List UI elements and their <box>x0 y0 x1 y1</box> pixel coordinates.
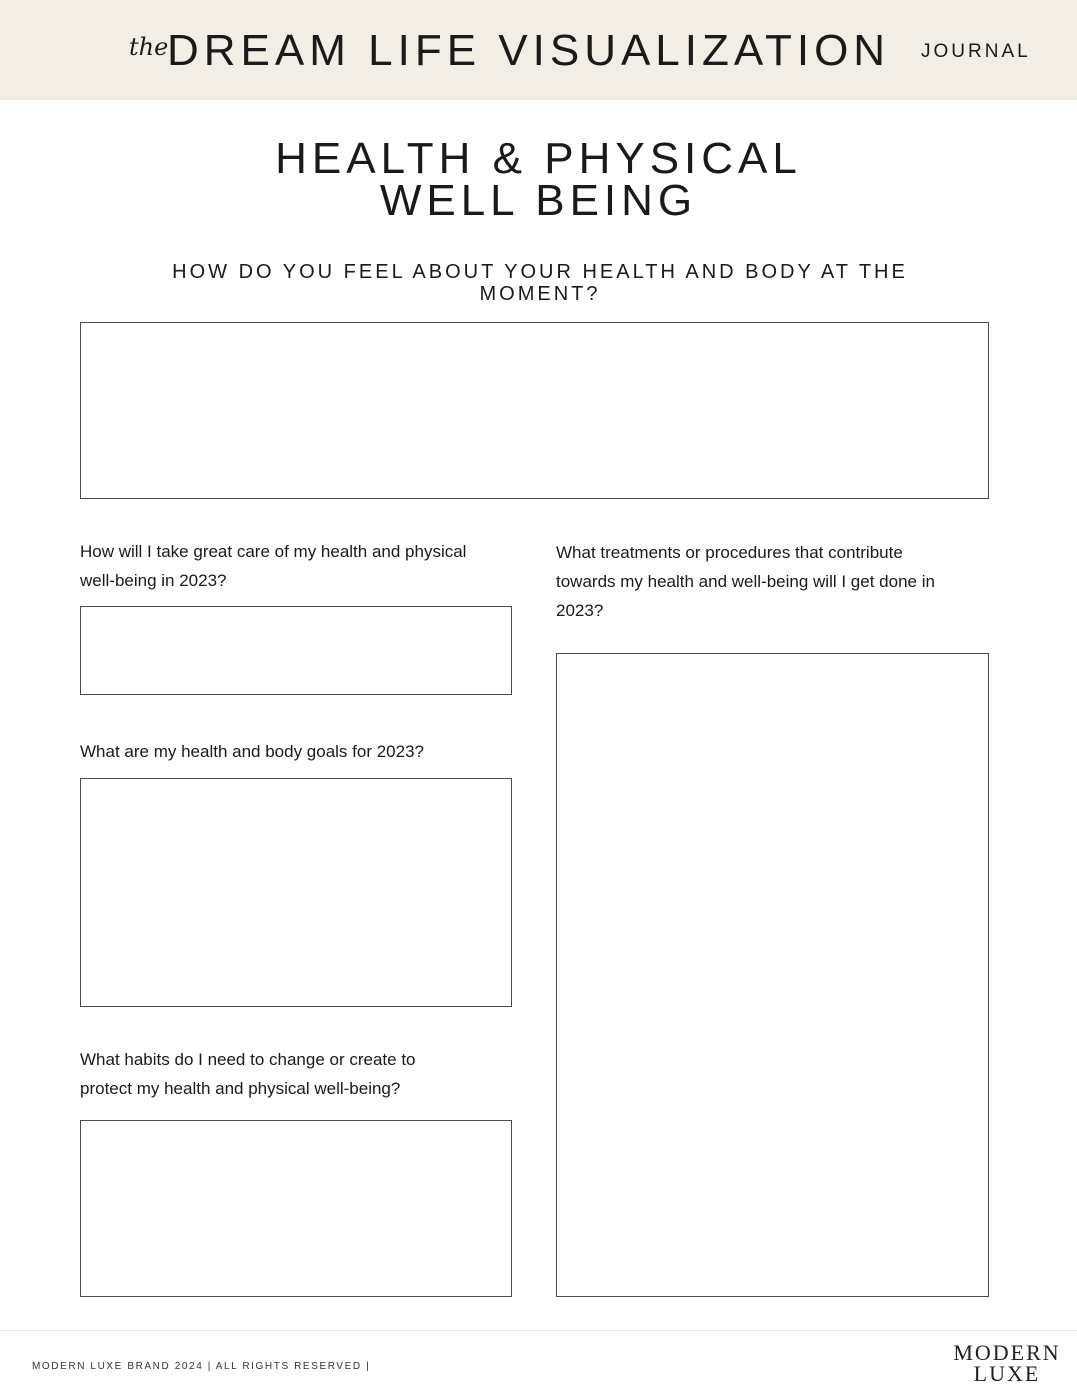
goals-question-label: What are my health and body goals for 2023? <box>80 742 424 761</box>
page-title <box>0 134 1077 225</box>
page-title-line-2: WELL BEING <box>379 176 698 225</box>
main-question-line-2: MOMENT? <box>479 283 601 305</box>
page-title-line-1: HEALTH & PHYSICAL <box>275 134 802 183</box>
brand-logo-line-2: LUXE <box>973 1361 1041 1386</box>
habits-answer-box[interactable] <box>80 1120 512 1297</box>
brand-logo-line-1: MODERN <box>953 1340 1061 1365</box>
treatments-question-label: What treatments or procedures that contribute towards my health and well-being will I get done in 2023? <box>556 543 935 620</box>
header-suffix: JOURNAL <box>921 41 1031 62</box>
main-answer-box[interactable] <box>80 322 989 499</box>
header-prefix: the <box>129 33 169 61</box>
footer-copyright: MODERN LUXE BRAND 2024 | ALL RIGHTS RESERVED | <box>32 1361 371 1372</box>
care-answer-box[interactable] <box>80 606 512 695</box>
care-question-label: How will I take great care of my health and physical well-being in 2023? <box>80 542 467 590</box>
habits-question-label: What habits do I need to change or create to protect my health and physical well-being? <box>80 1050 416 1098</box>
goals-answer-box[interactable] <box>80 778 512 1007</box>
treatments-answer-box[interactable] <box>556 653 989 1297</box>
header-title: DREAM LIFE VISUALIZATION <box>167 26 891 75</box>
main-question-line-1: HOW DO YOU FEEL ABOUT YOUR HEALTH AND BODY AT THE <box>172 261 908 283</box>
main-question <box>130 261 950 305</box>
footer-divider <box>0 1330 1077 1331</box>
brand-logo <box>940 1342 1074 1384</box>
